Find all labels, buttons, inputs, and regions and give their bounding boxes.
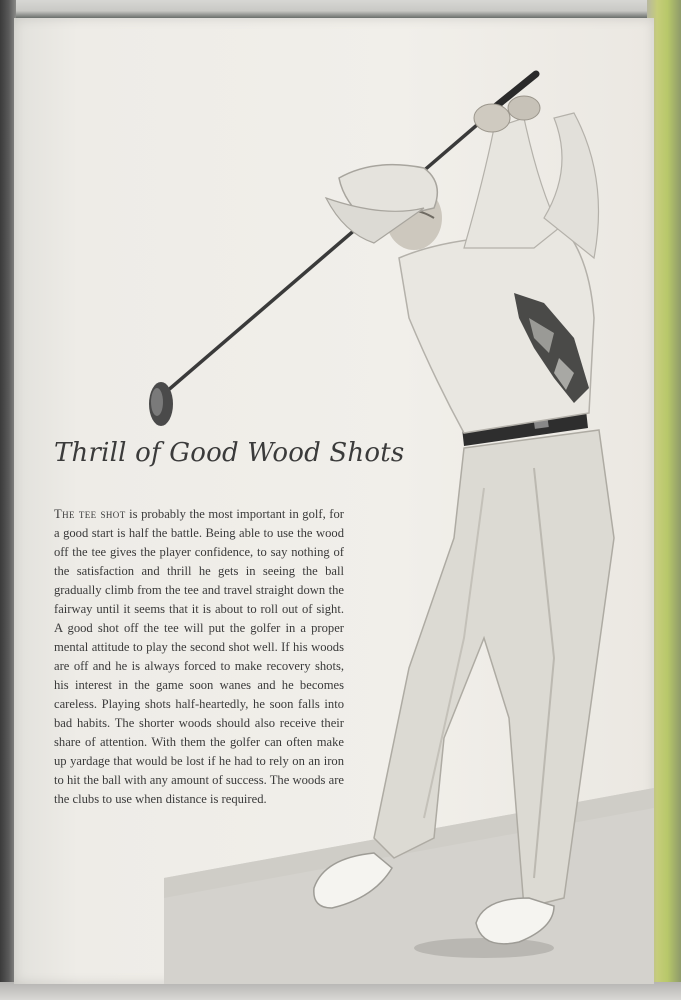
golfer-photo (14, 18, 654, 984)
article-lead-in: The tee shot (54, 507, 126, 521)
book-page (14, 18, 654, 984)
article-title: Thrill of Good Wood Shots (54, 438, 405, 468)
article-body (54, 505, 344, 809)
article-body-text: is probably the most important in golf, for a good start is half the battle. Being able to use the wood off the tee gives the player confidence, to say nothing of the satisfaction and thrill he gets in seeing the ball gradually climb from the tee and travel straight down the fairway until it seems that it is about to roll out of sight. A good shot off the tee will put the golfer in a proper mental attitude to play the second shot well. If his woods are off and he is always forced to make recovery shots, his interest in the game soon wanes and he becomes careless. Playing shots half-heartedly, he soon falls into bad habits. The shorter woods should also receive their share of attention. With them the golfer can often make up yardage that would be lost if he had to rely on an iron to hit the ball with any amount of success. The woods are the clubs to use when distance is required. (54, 507, 344, 806)
book-cover-top-edge (0, 0, 681, 18)
book-cover-bottom-edge (0, 982, 681, 1000)
